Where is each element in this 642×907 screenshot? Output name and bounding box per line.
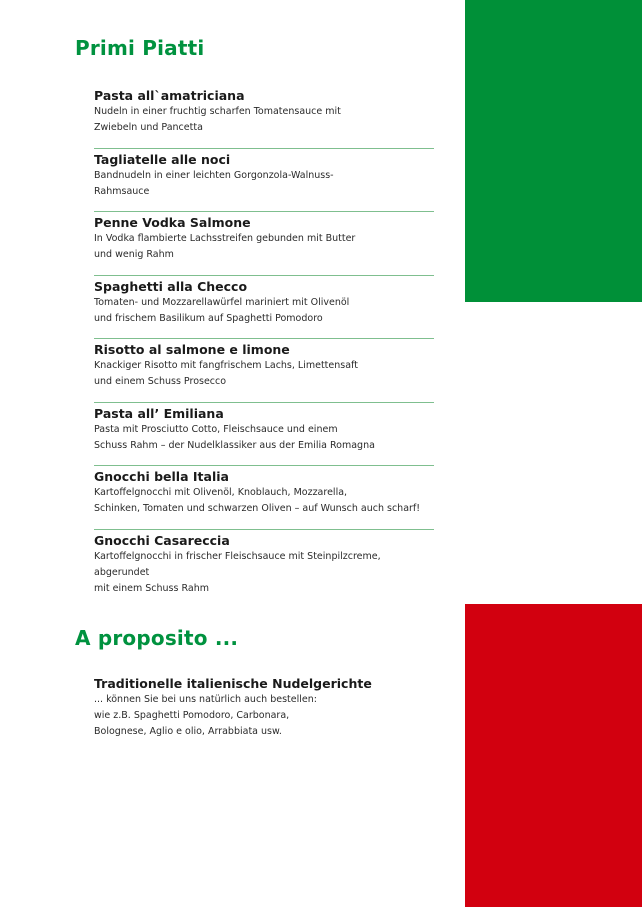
dish-name: Pasta all`amatriciana bbox=[94, 88, 245, 103]
menu-item bbox=[94, 276, 434, 340]
note-text: Bolognese, Aglio e olio, Arrabbiata usw. bbox=[94, 726, 282, 737]
dish-description: Knackiger Risotto mit fangfrischem Lachs, Limettensaft bbox=[94, 360, 358, 371]
flag-red-block bbox=[465, 604, 642, 907]
dish-description: und einem Schuss Prosecco bbox=[94, 376, 227, 387]
menu-item bbox=[94, 212, 434, 276]
primi-menu-list bbox=[94, 85, 434, 593]
dish-description: Schuss Rahm – der Nudelklassiker aus der Emilia Romagna bbox=[94, 439, 375, 451]
dish-description: Rahmsauce bbox=[94, 185, 150, 197]
menu-item bbox=[94, 85, 434, 149]
dish-description: und frischem Basilikum auf Spaghetti Pomodoro bbox=[94, 312, 323, 324]
dish-name: Pasta all’ Emiliana bbox=[94, 405, 224, 421]
dish-name: Penne Vodka Salmone bbox=[94, 215, 251, 230]
dish-description: mit einem Schuss Rahm bbox=[94, 582, 209, 594]
dish-description: Kartoffelgnocchi mit Olivenöl, Knoblauch, Mozzarella, bbox=[94, 487, 348, 498]
dish-description: Pasta mit Prosciutto Cotto, Fleischsauce und einem bbox=[94, 423, 338, 435]
menu-item bbox=[94, 339, 434, 403]
menu-item bbox=[94, 403, 434, 467]
traditional-pasta-note bbox=[94, 675, 434, 740]
dish-description: Nudeln in einer fruchtig scharfen Tomatensauce mit bbox=[94, 106, 341, 117]
note-text: ... können Sie bei uns natürlich auch bestellen: bbox=[94, 694, 317, 705]
dish-description: Tomaten- und Mozzarellawürfel mariniert mit Olivenöl bbox=[94, 296, 350, 308]
dish-name: Tagliatelle alle noci bbox=[94, 151, 231, 167]
dish-name: Risotto al salmone e limone bbox=[94, 342, 290, 357]
dish-description: Bandnudeln in einer leichten Gorgonzola-Walnuss- bbox=[94, 169, 334, 181]
dish-description: Schinken, Tomaten und schwarzen Oliven – auf Wunsch auch scharf! bbox=[94, 503, 421, 514]
menu-item bbox=[94, 530, 434, 594]
dish-name: Gnocchi bella Italia bbox=[94, 469, 229, 484]
dish-description: Kartoffelgnocchi in frischer Fleischsauce mit Steinpilzcreme, abgerundet bbox=[94, 550, 381, 578]
dish-description: Zwiebeln und Pancetta bbox=[94, 122, 203, 133]
note-title: Traditionelle italienische Nudelgerichte bbox=[94, 676, 372, 691]
section-title-primi-piatti: Primi Piatti bbox=[75, 36, 205, 60]
dish-description: und wenig Rahm bbox=[94, 249, 174, 260]
menu-item bbox=[94, 149, 434, 213]
dish-description: In Vodka flambierte Lachsstreifen gebunden mit Butter bbox=[94, 233, 356, 244]
note-text: wie z.B. Spaghetti Pomodoro, Carbonara, bbox=[94, 710, 290, 721]
dish-name: Gnocchi Casareccia bbox=[94, 532, 230, 548]
dish-name: Spaghetti alla Checco bbox=[94, 278, 248, 294]
flag-green-block bbox=[465, 0, 642, 302]
section-title-a-proposito: A proposito ... bbox=[75, 626, 239, 650]
menu-item bbox=[94, 466, 434, 530]
